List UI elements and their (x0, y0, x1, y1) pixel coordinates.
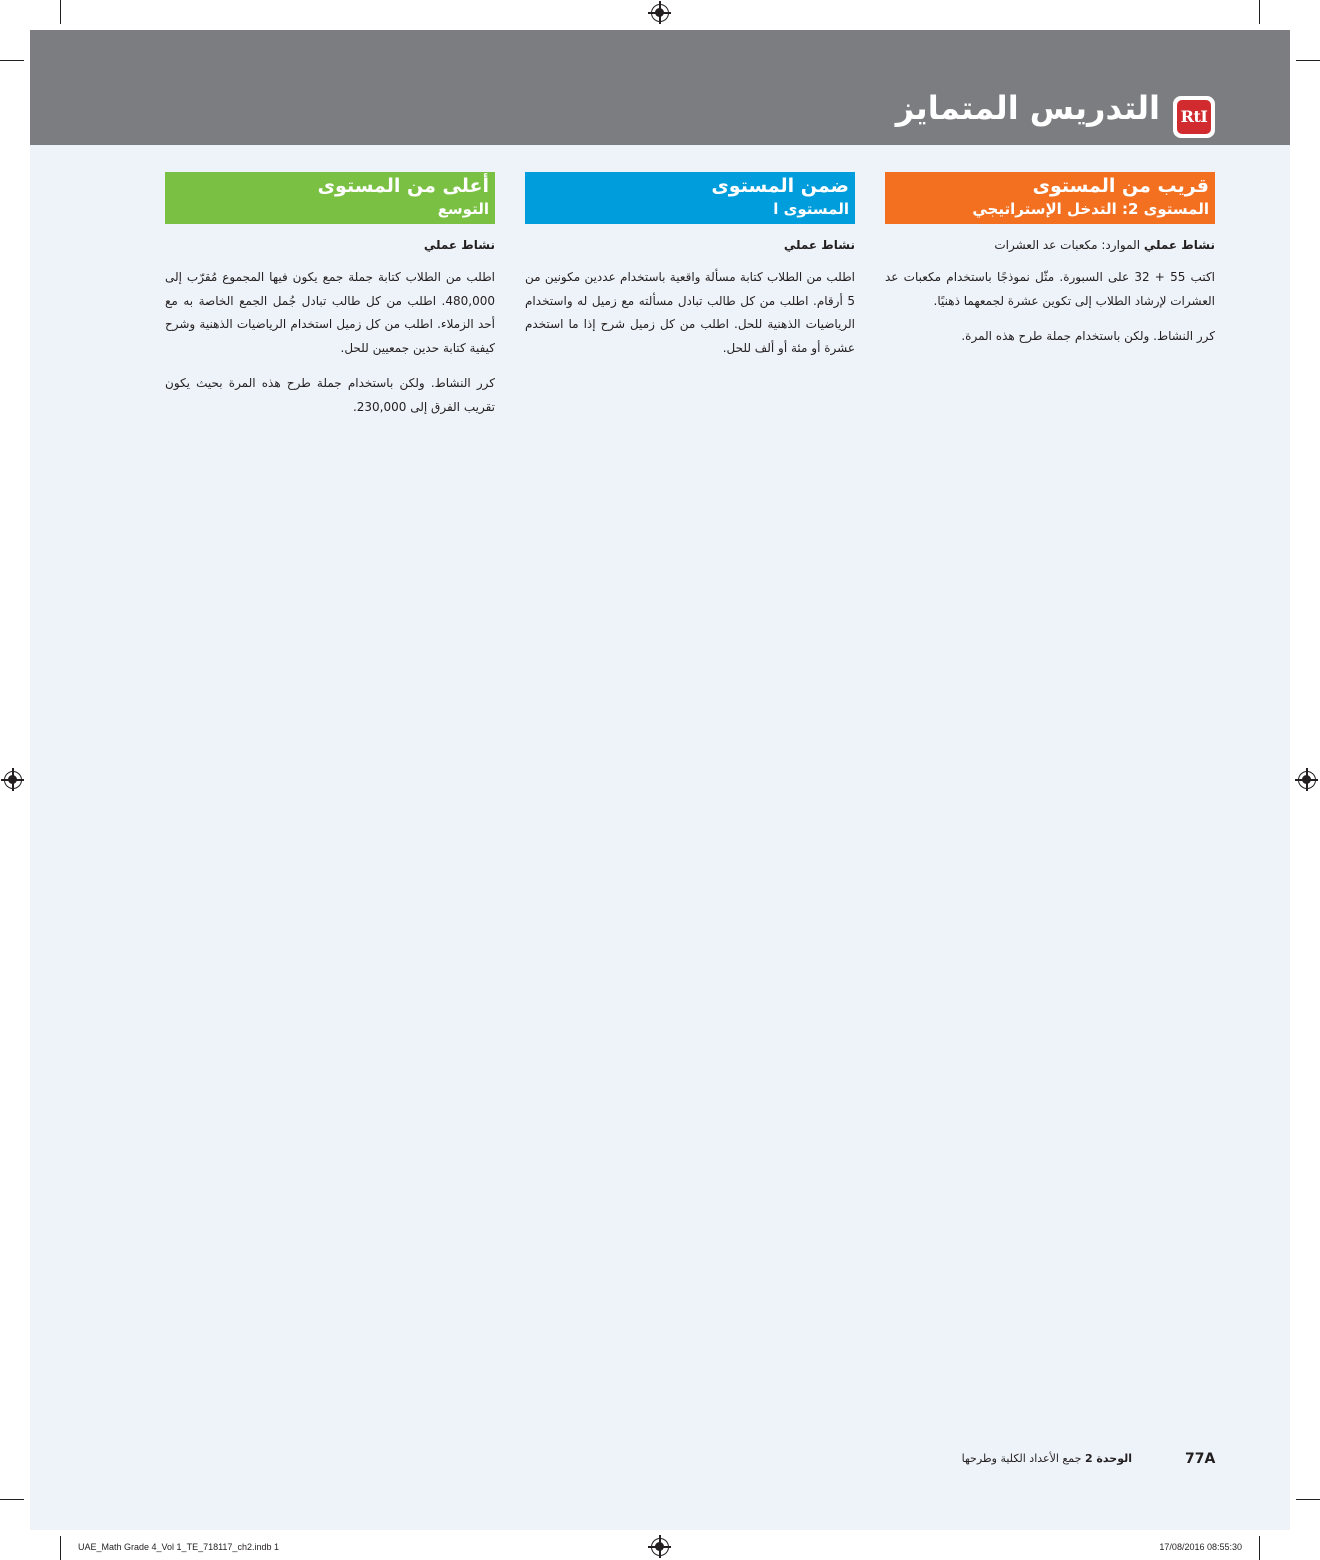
crop-mark (1296, 1499, 1320, 1500)
column-heading: ضمن المستوى (711, 175, 849, 197)
crop-mark (1296, 60, 1320, 61)
registration-mark-icon (651, 1538, 669, 1556)
footer-module (962, 1452, 1132, 1465)
activity-label-bold: نشاط عملي (423, 238, 495, 252)
activity-label-bold: نشاط عملي (783, 238, 855, 252)
crop-mark (60, 1536, 61, 1560)
registration-mark-icon (651, 4, 669, 22)
registration-mark-icon (1298, 771, 1316, 789)
activity-paragraph: اكتب 55 + 32 على السبورة. مثّل نموذجًا باستخدام مكعبات عد العشرات لإرشاد الطلاب إلى تكوين عشرة لجمعهما ذهنيًا. (885, 270, 1215, 308)
column-heading: أعلى من المستوى (317, 175, 489, 197)
crop-mark (60, 0, 61, 24)
crop-mark (1259, 0, 1260, 24)
slug-file-name: UAE_Math Grade 4_Vol 1_TE_718117_ch2.indb 1 (78, 1542, 279, 1552)
crop-mark (1259, 1536, 1260, 1560)
rti-badge-icon (1173, 96, 1215, 138)
slug-timestamp: 17/08/2016 08:55:30 (1159, 1542, 1242, 1552)
crop-mark (0, 60, 24, 61)
column-subheading: التوسع (437, 200, 489, 218)
page-number: 77A (1185, 1451, 1216, 1467)
column-subheading: المستوى ا (773, 200, 849, 218)
page (30, 30, 1290, 1530)
activity-label (525, 236, 855, 254)
column-header-on-level (525, 172, 855, 224)
rti-badge-label: RtI (1177, 100, 1211, 134)
footer-module-bold: الوحدة 2 (1084, 1452, 1132, 1465)
column-on-level (525, 172, 855, 360)
column-header-beyond (165, 172, 495, 224)
registration-mark-icon (4, 771, 22, 789)
activity-paragraph: اطلب من الطلاب كتابة مسألة واقعية باستخدام عددين مكونين من 5 أرقام. اطلب من كل طالب تبادل مسألته مع زميل له واستخدام الرياضيات الذهنية للحل. اطلب من كل زميل شرح إذا ما استخدم عشرة أو مئة أو ألف للحل. (525, 270, 855, 355)
activity-label-bold: نشاط عملي (1143, 238, 1215, 252)
footer-module-title: جمع الأعداد الكلية وطرحها (961, 1452, 1085, 1465)
column-beyond-level (165, 172, 495, 419)
banner (30, 30, 1290, 145)
activity-paragraph: كرر النشاط. ولكن باستخدام جملة طرح هذه المرة. (961, 329, 1215, 343)
column-subheading: المستوى 2: التدخل الإستراتيجي (972, 200, 1209, 218)
activity-paragraph: اطلب من الطلاب كتابة جملة جمع يكون فيها المجموع مُقرّب إلى 480,000. اطلب من كل طالب تبادل جُمل الجمع الخاصة به مع أحد الزملاء. اطلب من كل زميل استخدام الرياضيات الذهنية وشرح كيفية كتابة حدين جمعيين للحل. (165, 270, 495, 355)
column-header-approaching (885, 172, 1215, 224)
activity-label (885, 236, 1215, 254)
crop-mark (0, 1499, 24, 1500)
column-approaching-level (885, 172, 1215, 349)
activity-label-resources: الموارد: مكعبات عد العشرات (994, 238, 1144, 252)
activity-paragraph: كرر النشاط. ولكن باستخدام جملة طرح هذه المرة بحيث يكون تقريب الفرق إلى 230,000. (165, 376, 495, 414)
activity-label (165, 236, 495, 254)
banner-title: التدريس المتمايز (895, 89, 1160, 127)
column-heading: قريب من المستوى (1032, 175, 1209, 197)
